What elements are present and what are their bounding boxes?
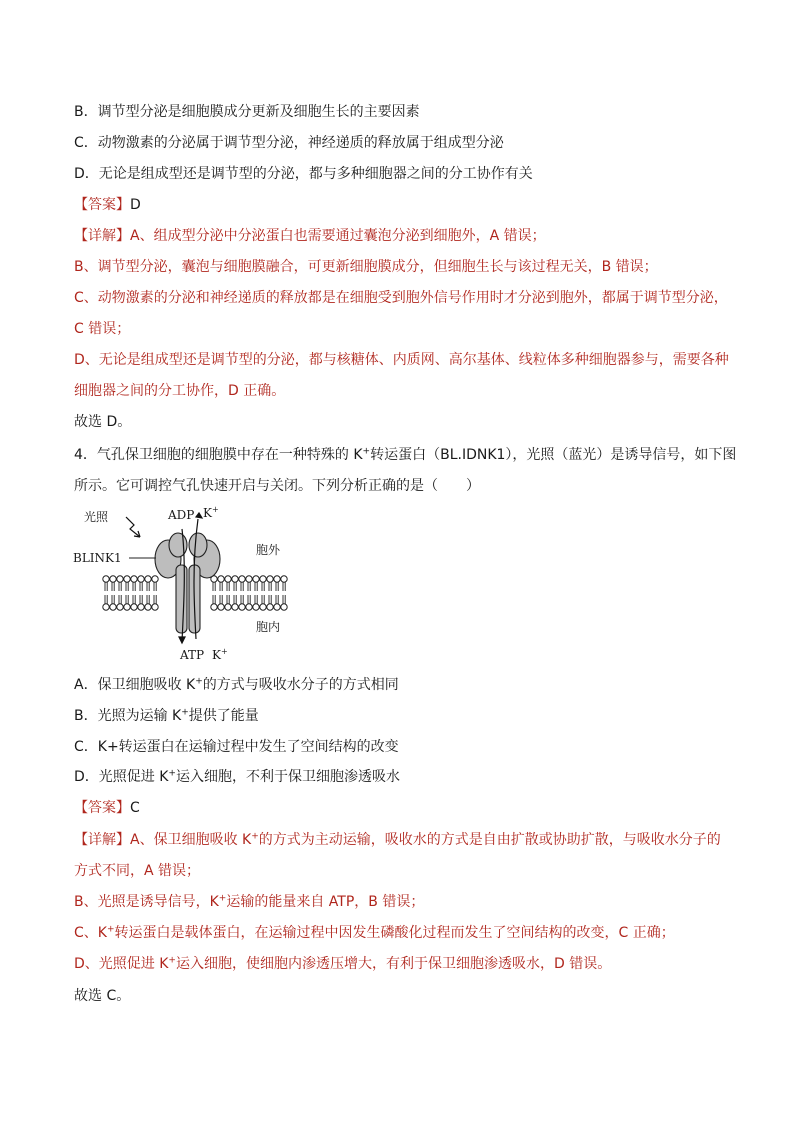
q3-explain-d1: D、无论是组成型还是调节型的分泌，都与核糖体、内质网、高尔基体、线粒体多种细胞器参与，需要各种 bbox=[74, 352, 729, 368]
q4-explain-a1 bbox=[74, 830, 724, 850]
option-text: 的方式与吸收水分子的方式相同 bbox=[202, 677, 399, 693]
answer-value: D bbox=[130, 197, 141, 213]
k-symbol: K bbox=[212, 648, 221, 662]
k-plus: + bbox=[211, 505, 219, 514]
k-plus: + bbox=[220, 647, 228, 656]
explain-text: 运入细胞，使细胞内渗透压增大，有利于保卫细胞渗透吸水，D 错误。 bbox=[175, 956, 612, 972]
option-text: A．保卫细胞吸收 K bbox=[74, 677, 196, 693]
option-text: 运入细胞，不利于保卫细胞渗透吸水 bbox=[175, 769, 400, 785]
explain-text: B、光照是诱导信号，K bbox=[74, 894, 219, 910]
label-k-bottom bbox=[212, 647, 228, 662]
answer-tag: 【答案】 bbox=[74, 800, 130, 816]
explain-text: A、组成型分泌中分泌蛋白也需要通过囊泡分泌到细胞外，A 错误； bbox=[130, 228, 546, 244]
explain-text: 运输的能量来自 ATP，B 错误； bbox=[226, 894, 425, 910]
superscript-plus: + bbox=[181, 707, 189, 718]
q4-stem-line2: 所示。它可调控气孔快速开启与关闭。下列分析正确的是（ ） bbox=[74, 478, 480, 494]
q4-explain-b bbox=[74, 892, 724, 912]
k-symbol: K bbox=[203, 506, 212, 520]
explain-tag: 【详解】 bbox=[74, 228, 130, 244]
superscript-plus: + bbox=[218, 893, 227, 904]
q4-explain-c bbox=[74, 923, 724, 943]
stem-text: 4．气孔保卫细胞的细胞膜中存在一种特殊的 K bbox=[74, 447, 363, 463]
label-atp: ATP bbox=[180, 648, 205, 662]
q4-answer bbox=[74, 798, 724, 818]
explain-text: D、光照促进 K bbox=[74, 956, 169, 972]
label-blink1: BLINK1 bbox=[73, 551, 122, 565]
explain-text: 的方式为主动运输，吸收水的方式是自由扩散或协助扩散，与吸收水分子的 bbox=[258, 832, 721, 848]
explain-text: A、保卫细胞吸收 K bbox=[130, 832, 252, 848]
q3-option-b: B．调节型分泌是细胞膜成分更新及细胞生长的主要因素 bbox=[74, 104, 420, 120]
q4-option-c: C．K+转运蛋白在运输过程中发生了空间结构的改变 bbox=[74, 739, 399, 755]
q4-stem-line1 bbox=[74, 445, 737, 465]
explain-text: 转运蛋白是载体蛋白，在运输过程中因发生磷酸化过程而发生了空间结构的改变，C 正确； bbox=[114, 925, 675, 941]
superscript-plus: + bbox=[106, 924, 115, 935]
superscript-plus: + bbox=[195, 676, 203, 687]
blink1-protein bbox=[155, 533, 220, 633]
option-text: B．光照为运输 K bbox=[74, 708, 182, 724]
label-outside: 胞外 bbox=[256, 543, 281, 557]
q4-conclusion: 故选 C。 bbox=[74, 988, 131, 1004]
explain-tag: 【详解】 bbox=[74, 832, 130, 848]
q4-explain-a2: 方式不同，A 错误； bbox=[74, 863, 201, 879]
answer-value: C bbox=[130, 800, 140, 816]
superscript-plus: + bbox=[251, 831, 259, 842]
q3-conclusion: 故选 D。 bbox=[74, 414, 132, 430]
option-text: D．光照促进 K bbox=[74, 769, 169, 785]
q4-option-d bbox=[74, 767, 724, 787]
q4-explain-d bbox=[74, 954, 724, 974]
explain-text: C、K bbox=[74, 925, 107, 941]
label-inside: 胞内 bbox=[256, 620, 281, 634]
label-k-top bbox=[203, 505, 219, 520]
label-adp: ADP bbox=[168, 508, 195, 522]
q3-option-d: D．无论是组成型还是调节型的分泌，都与多种细胞器之间的分工协作有关 bbox=[74, 166, 533, 182]
superscript-plus: + bbox=[168, 768, 176, 779]
answer-tag: 【答案】 bbox=[74, 197, 130, 213]
q3-explain-c2: C 错误； bbox=[74, 321, 131, 337]
q4-option-b bbox=[74, 706, 724, 726]
q3-option-c: C．动物激素的分泌属于调节型分泌，神经递质的释放属于组成型分泌 bbox=[74, 135, 504, 151]
q3-explain-a bbox=[74, 226, 724, 246]
stem-text: 转运蛋白（BL.IDNK1），光照（蓝光）是诱导信号，如下图 bbox=[370, 447, 737, 463]
superscript-plus: + bbox=[362, 446, 371, 457]
option-text: 提供了能量 bbox=[188, 708, 259, 724]
q3-explain-b: B、调节型分泌，囊泡与细胞膜融合，可更新细胞膜成分，但细胞生长与该过程无关，B 错误； bbox=[74, 259, 658, 275]
membrane-transport-figure bbox=[70, 503, 300, 665]
q4-option-a bbox=[74, 675, 724, 695]
superscript-plus: + bbox=[168, 955, 176, 966]
q3-explain-d2: 细胞器之间的分工协作，D 正确。 bbox=[74, 383, 286, 399]
q3-answer bbox=[74, 195, 724, 215]
q3-explain-c1: C、动物激素的分泌和神经递质的释放都是在细胞受到胞外信号作用时才分泌到胞外，都属于调节型分泌， bbox=[74, 290, 728, 306]
label-light: 光照 bbox=[84, 510, 109, 524]
